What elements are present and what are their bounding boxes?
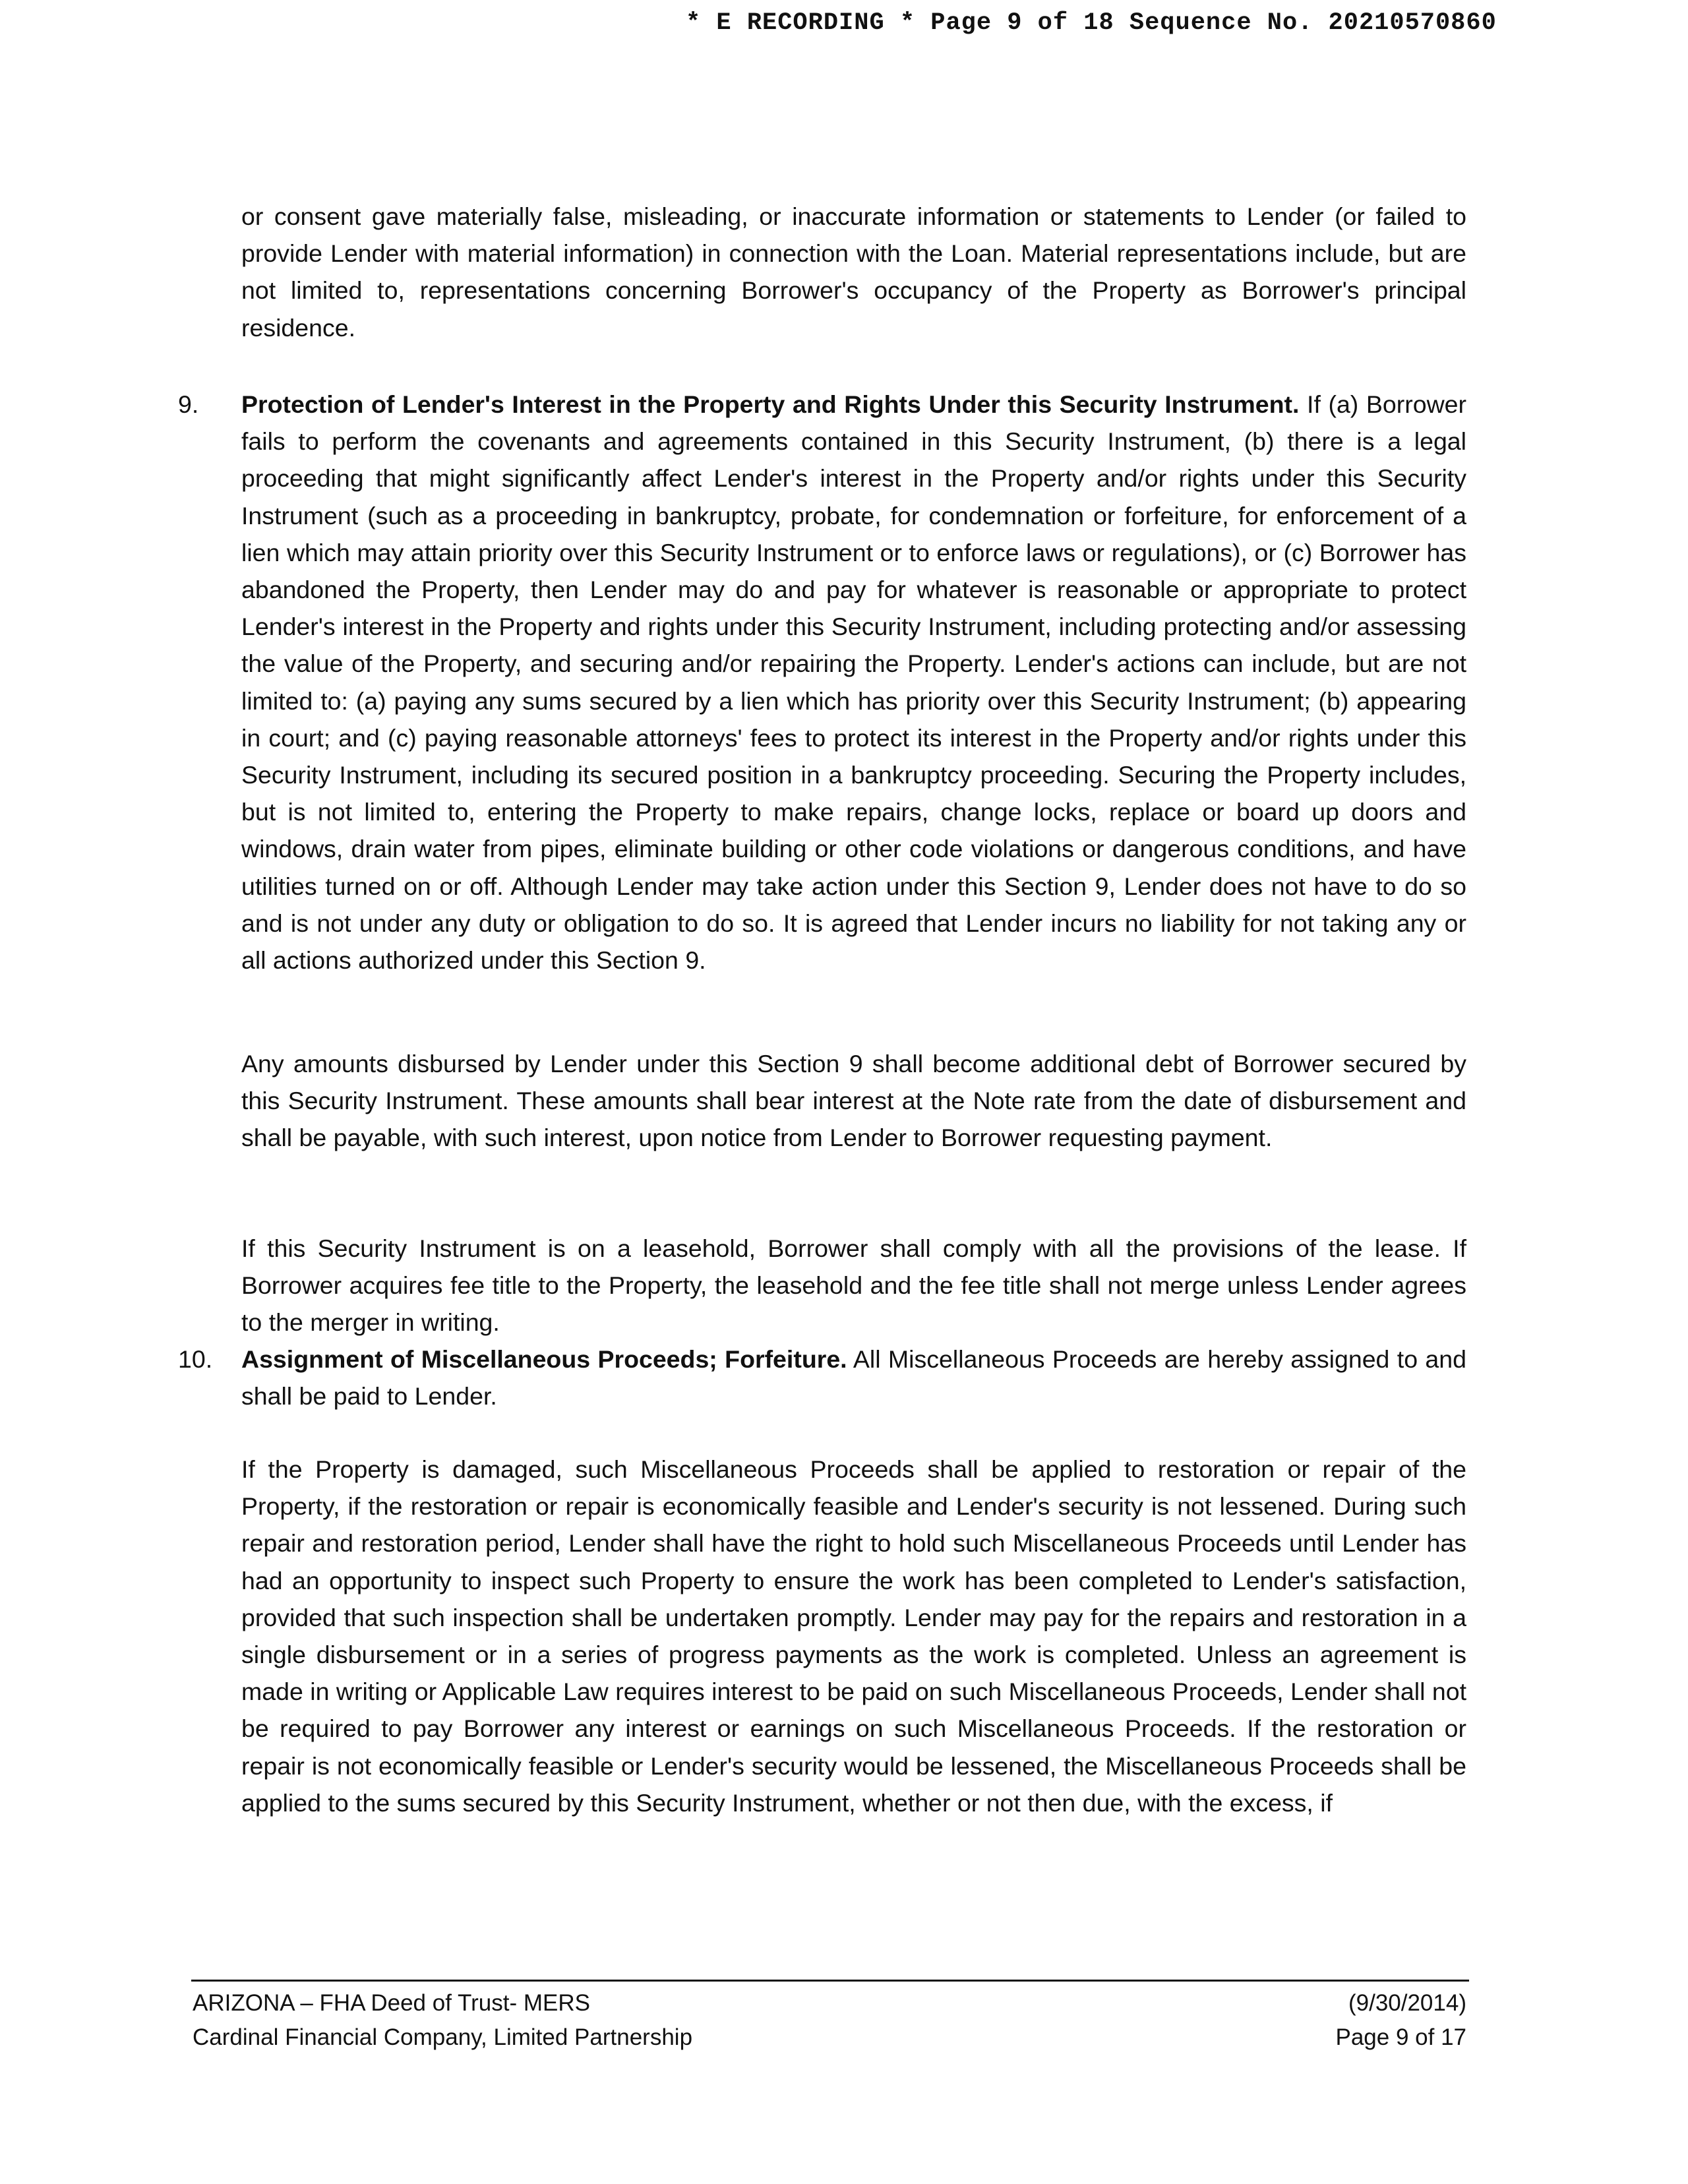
section-9-para-3-text: If this Security Instrument is on a leasehold, Borrower shall comply with all the provisions of the lease. If Borrower acquires fee title to the Property, the leasehold and the fee title shall not merge unless Lender agrees to the merger in writing. (241, 1234, 1466, 1337)
section-10-para-2 (241, 1451, 1466, 1821)
recording-header: * E RECORDING * Page 9 of 18 Sequence No. 20210570860 (686, 9, 1497, 37)
section-10-heading: Assignment of Miscellaneous Proceeds; Forfeiture. (241, 1345, 847, 1373)
section-10-para-2-text: If the Property is damaged, such Miscellaneous Proceeds shall be applied to restoration or repair of the Property, if the restoration or repair is economically feasible and Lender's security is not lessened. During such repair and restoration period, Lender shall have the right to hold such Miscellaneous Proceeds until Lender has had an opportunity to inspect such Property to ensure the work has been completed to Lender's satisfaction, provided that such inspection shall be undertaken promptly. Lender may pay for the repairs and restoration in a single disbursement or in a series of progress payments as the work is completed. Unless an agreement is made in writing or Applicable Law requires interest to be paid on such Miscellaneous Proceeds, Lender shall not be required to pay Borrower any interest or earnings on such Miscellaneous Proceeds. If the restoration or repair is not economically feasible or Lender's security would be lessened, the Miscellaneous Proceeds shall be applied to the sums secured by this Security Instrument, whether or not then due, with the excess, if (241, 1455, 1466, 1817)
section-9-para-2 (241, 1045, 1466, 1157)
footer-divider (191, 1980, 1469, 1982)
section-9-number: 9. (178, 390, 199, 418)
continuation-paragraph (241, 198, 1466, 346)
section-9-body: If (a) Borrower fails to perform the covenants and agreements contained in this Security Instrument, (b) there is a legal proceeding that might significantly affect Lender's interest in the Property and/or rights under this Security Instrument (such as a proceeding in bankruptcy, probate, for condemnation or forfeiture, for enforcement of a lien which may attain priority over this Security Instrument or to enforce laws or regulations), or (c) Borrower has abandoned the Property, then Lender may do and pay for whatever is reasonable or appropriate to protect Lender's interest in the Property and rights under this Security Instrument, including protecting and/or assessing the value of the Property, and securing and/or repairing the Property. Lender's actions can include, but are not limited to: (a) paying any sums secured by a lien which has priority over this Security Instrument; (b) appearing in court; and (c) paying reasonable attorneys' fees to protect its interest in the Property and/or rights under this Security Instrument, including its secured position in a bankruptcy proceeding. Securing the Property includes, but is not limited to, entering the Property to make repairs, change locks, replace or board up doors and windows, drain water from pipes, eliminate building or other code violations or dangerous conditions, and have utilities turned on or off. Although Lender may take action under this Section 9, Lender does not have to do so and is not under any duty or obligation to do so. It is agreed that Lender incurs no liability for not taking any or all actions authorized under this Section 9. (241, 390, 1466, 975)
footer-form-name: ARIZONA – FHA Deed of Trust- MERS (193, 1990, 590, 2016)
section-10-number: 10. (178, 1345, 213, 1373)
continuation-text: or consent gave materially false, misleading, or inaccurate information or statements to Lender (or failed to provide Lender with material information) in connection with the Loan. Material representations include, but are not limited to, representations concerning Borrower's occupancy of the Property as Borrower's principal residence. (241, 202, 1466, 342)
footer-left (193, 1986, 692, 2055)
footer-company: Cardinal Financial Company, Limited Partnership (193, 2024, 693, 2050)
section-9-heading: Protection of Lender's Interest in the Property and Rights Under this Security Instrument. (241, 390, 1300, 418)
footer-page-number: Page 9 of 17 (1335, 2024, 1466, 2050)
section-9-paragraph (241, 386, 1466, 979)
footer-form-date: (9/30/2014) (1348, 1990, 1466, 2016)
section-10 (178, 1341, 1466, 1414)
section-10-body: All Miscellaneous Proceeds are hereby assigned to and shall be paid to Lender. (241, 1345, 1466, 1410)
section-9-para-3 (241, 1230, 1466, 1341)
section-10-paragraph (241, 1341, 1466, 1414)
section-9 (178, 386, 1466, 979)
section-9-para-2-text: Any amounts disbursed by Lender under this Section 9 shall become additional debt of Borrower secured by this Security Instrument. These amounts shall bear interest at the Note rate from the date of disbursement and shall be payable, with such interest, upon notice from Lender to Borrower requesting payment. (241, 1050, 1466, 1152)
footer-right (1336, 1986, 1467, 2055)
